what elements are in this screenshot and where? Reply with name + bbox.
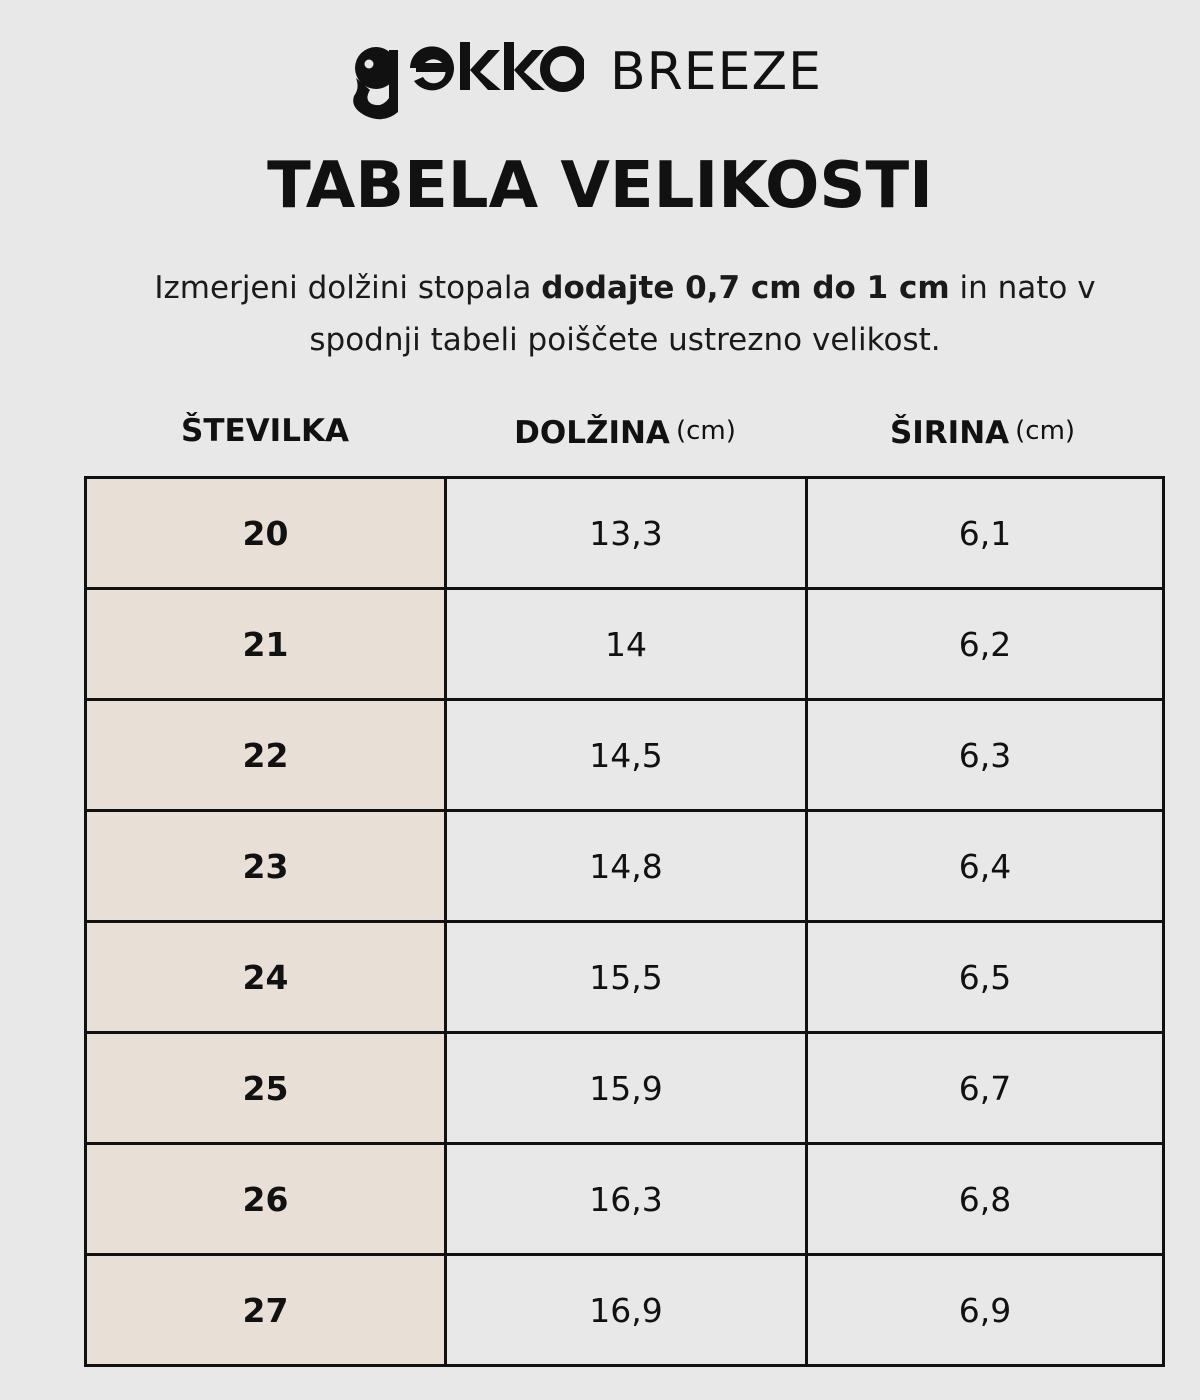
length-cell: 13,3 — [446, 478, 807, 589]
table-row — [86, 1255, 1164, 1366]
size-cell: 22 — [86, 700, 446, 811]
instructions-bold: dodajte 0,7 cm do 1 cm — [541, 270, 950, 306]
instructions-part1: Izmerjeni dolžini stopala — [154, 270, 542, 306]
size-cell: 27 — [86, 1255, 446, 1366]
length-cell: 14 — [446, 589, 807, 700]
page-title: TABELA VELIKOSTI — [267, 149, 933, 223]
length-cell: 15,5 — [446, 922, 807, 1033]
column-header-length — [445, 408, 805, 454]
product-name: BREEZE — [610, 42, 822, 102]
table-row — [86, 478, 1164, 589]
instructions-text — [100, 262, 1150, 366]
size-cell: 24 — [86, 922, 446, 1033]
table-row — [86, 1033, 1164, 1144]
table-row — [86, 700, 1164, 811]
logo-text — [352, 124, 353, 125]
width-cell: 6,3 — [807, 700, 1164, 811]
width-cell: 6,2 — [807, 589, 1164, 700]
column-header-size-label: ŠTEVILKA — [181, 413, 349, 449]
width-cell: 6,9 — [807, 1255, 1164, 1366]
instructions-part2: in nato v spodnji tabeli poiščete ustrezno velikost. — [309, 270, 1096, 358]
size-table — [84, 476, 1165, 1367]
gekko-logo — [352, 42, 584, 124]
size-cell: 21 — [86, 589, 446, 700]
width-cell: 6,4 — [807, 811, 1164, 922]
table-row — [86, 1144, 1164, 1255]
column-header-length-label: DOLŽINA — [514, 415, 670, 451]
gekko-logo-mark — [352, 42, 584, 124]
size-cell: 23 — [86, 811, 446, 922]
column-header-length-unit: (cm) — [675, 416, 736, 446]
brand-header — [0, 38, 1200, 128]
column-header-width — [805, 408, 1160, 454]
size-cell: 26 — [86, 1144, 446, 1255]
column-header-width-unit: (cm) — [1015, 416, 1076, 446]
length-cell: 14,5 — [446, 700, 807, 811]
column-header-size — [85, 408, 445, 454]
width-cell: 6,1 — [807, 478, 1164, 589]
width-cell: 6,7 — [807, 1033, 1164, 1144]
column-header-width-label: ŠIRINA — [889, 415, 1010, 451]
width-cell: 6,5 — [807, 922, 1164, 1033]
table-row — [86, 589, 1164, 700]
size-cell: 25 — [86, 1033, 446, 1144]
length-cell: 16,9 — [446, 1255, 807, 1366]
table-row — [86, 811, 1164, 922]
length-cell: 15,9 — [446, 1033, 807, 1144]
width-cell: 6,8 — [807, 1144, 1164, 1255]
table-row — [86, 922, 1164, 1033]
length-cell: 16,3 — [446, 1144, 807, 1255]
length-cell: 14,8 — [446, 811, 807, 922]
size-cell: 20 — [86, 478, 446, 589]
